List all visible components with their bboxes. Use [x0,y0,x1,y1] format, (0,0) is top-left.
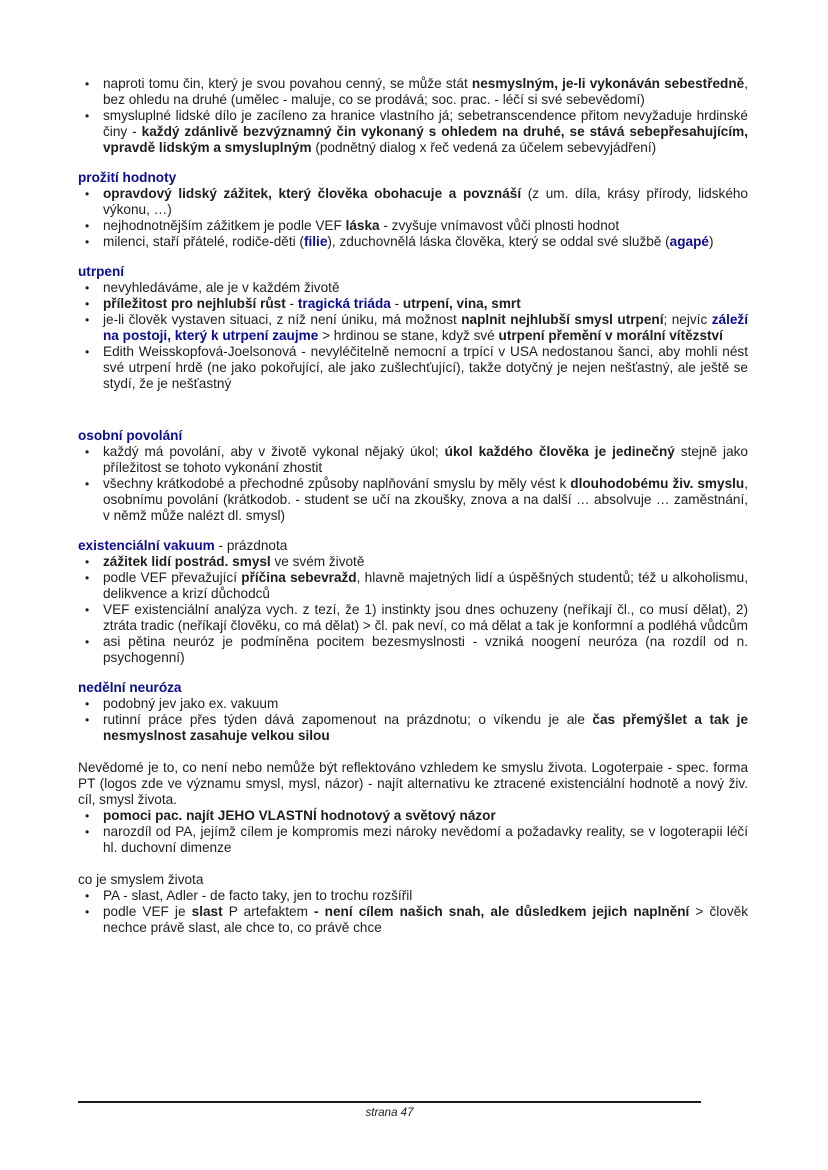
bullet-item [78,824,748,856]
text-run: - není cílem našich snah, ale důsledkem jejich naplnění [314,904,690,919]
bullet-item [78,296,748,312]
bullet-icon: • [85,809,90,823]
bullet-icon: • [85,635,90,649]
bullet-item [78,218,748,234]
text-run: všechny krátkodobé a přechodné způsoby naplňování smyslu by měly vést k [103,476,571,491]
text-run: utrpení přemění v morální vítězství [498,328,723,343]
text-run: zážitek lidí postrád. smysl [103,554,271,569]
bullet-icon: • [85,219,90,233]
text-run: - [390,296,403,311]
text-run: každý zdánlivě bezvýznamný čin vykonaný s ohledem na druhé, se stává sebepřesahujícím, vpravdě lidským a smysluplným [103,124,748,155]
bullet-item [78,808,748,824]
text-run: (podnětný dialog x řeč vedená za účelem sebevyjádření) [311,140,657,155]
text-run: rutinní práce přes týden dává zapomenout na prázdnotu; o víkendu je ale [103,712,593,727]
bullet-text [103,218,748,234]
bullet-icon: • [85,345,90,359]
bullet-item [78,554,748,570]
text-run: ve svém životě [270,554,365,569]
text-run: ; nejvíc [663,312,712,327]
text-run: podle VEF převažující [103,570,242,585]
bullet-icon: • [85,889,90,903]
bullet-item [78,186,748,218]
bullet-text [103,312,748,344]
bullet-item [78,602,748,634]
bullet-icon: • [85,445,90,459]
bullet-item [78,634,748,666]
text-run: podle VEF je [103,904,192,919]
bullet-icon: • [85,713,90,727]
bullet-text [103,888,748,904]
bullet-item [78,280,748,296]
text-run: úkol každého člověka je jedinečný [444,444,675,459]
text-run: láska [345,218,380,233]
bullet-item [78,476,748,524]
text-run: osobní povolání [78,428,183,443]
text-run: podobný jev jako ex. vakuum [103,696,279,711]
bullet-text [103,296,748,312]
text-run: Nevědomé je to, co není nebo nemůže být reflektováno vzhledem ke smyslu života. Logoterpaie - spec. forma PT (logos zde ve významu smysl, mysl, názor) - najít alternativu ke ztracené existenciální hodnotě a nový živ. cíl, smysl života. [78,760,748,807]
bullet-text [103,234,748,250]
bullet-text [103,696,748,712]
bullet-text [103,634,748,666]
text-run: PA - slast, Adler - de facto taky, jen to trochu rozšířil [103,888,413,903]
bullet-text [103,476,748,524]
paragraph [78,760,748,808]
text-run: , hlavně majetných lidí a úspěšných studentů; též u alkoholismu, delikvence a krizí důchodců [103,570,748,601]
text-run: VEF existenciální analýza vych. z tezí, že 1) instinkty jsou dnes ochuzeny (neříkají čl., co musí dělat), 2) ztráta tradic (neříkají člověku, co má dělat) > čl. pak neví, co má dělat a tak je konformní a podléhá vůdcům [103,602,748,633]
text-run: > člověk nechce právě slast, ale chce to, co právě chce [103,904,749,935]
document-content [78,76,748,936]
text-run: - zvyšuje vnímavost vůči plnosti hodnot [379,218,620,233]
text-run: slast [191,904,223,919]
text-run: opravdový lidský zážitek, který člověka obohacuje a povznáší [103,186,522,201]
text-run: , bez ohledu na druhé (umělec - maluje, co se prodává; soc. prac. - léčí si své sebevědomí) [103,76,748,107]
bullet-icon: • [85,187,90,201]
text-run: utrpení, vina, smrt [402,296,521,311]
bullet-text [103,76,748,108]
bullet-item [78,108,748,156]
bullet-text [103,186,748,218]
text-run: ) [708,234,714,249]
text-run: nejhodnotnějším zážitkem je podle VEF [103,218,346,233]
bullet-text [103,444,748,476]
text-run: - [285,296,298,311]
bullet-item [78,904,748,936]
text-run: čas přemýšlet a tak je nesmyslnost zasahuje velkou silou [103,712,748,743]
bullet-icon: • [85,77,90,91]
bullet-text [103,904,748,936]
text-run: Edith Weisskopfová-Joelsonová - nevyléčitelně nemocní a trpící v USA nedostanou šanci, aby mohli nést své utrpení hrdě (ne jako pokořující, ale jako zušlechťující), takže dotyčný je nejen nešťastný, ale ještě se stydí, že je nešťastný [103,344,748,391]
bullet-text [103,108,748,156]
text-run: narozdíl od PA, jejímž cílem je kompromis mezi nároky nevědomí a požadavky reality, se v logoterapii léčí hl. duchovní dimenze [103,824,748,855]
bullet-text [103,824,748,856]
text-run: milenci, staří přátelé, rodiče-děti ( [103,234,304,249]
text-run: záleží na postoji, který k utrpení zaujme [103,312,748,343]
bullet-icon: • [85,281,90,295]
bullet-icon: • [85,555,90,569]
text-run: co je smyslem života [78,872,204,887]
bullet-item [78,712,748,744]
text-run: příležitost pro nejhlubší růst [103,296,286,311]
section-heading [78,264,748,280]
text-run: - prázdnota [214,538,288,553]
text-run: asi pětina neuróz je podmíněna pocitem bezesmyslnosti - vzniká noogení neuróza (na rozdíl od n. psychogenní) [103,634,748,665]
bullet-item [78,234,748,250]
bullet-icon: • [85,571,90,585]
text-run: nesmyslným, je-li vykonáván sebestředně [471,76,745,91]
footer-rule [78,1101,701,1103]
bullet-item [78,888,748,904]
section-heading [78,680,748,696]
text-run: dlouhodobému živ. smyslu [570,476,745,491]
text-run: utrpení [78,264,125,279]
bullet-icon: • [85,477,90,491]
bullet-item [78,344,748,392]
text-run: filie [303,234,328,249]
text-run: existenciální vakuum [78,538,215,553]
bullet-icon: • [85,603,90,617]
text-run: ), zduchovnělá láska člověka, který se oddal své službě ( [327,234,670,249]
bullet-text [103,602,748,634]
bullet-text [103,570,748,602]
text-run: , osobnímu povolání (krátkodob. - student se učí na zkoušky, znova a na další … absolvuje … zaměstnání, v němž může nalézt dl. smysl) [103,476,748,523]
text-run: stejně jako příležitost se tohoto vykonání zhostit [103,444,748,475]
bullet-icon: • [85,313,90,327]
text-run: tragická triáda [297,296,391,311]
text-run: pomoci pac. najít JEHO VLASTNÍ hodnotový a světový názor [103,808,496,823]
text-run: každý má povolání, aby v životě vykonal nějaký úkol; [103,444,445,459]
bullet-item [78,570,748,602]
bullet-icon: • [85,235,90,249]
text-run: naplnit nejhlubší smysl utrpení [461,312,664,327]
page-footer [78,1101,701,1120]
text-run: P artefaktem [222,904,315,919]
bullet-item [78,696,748,712]
bullet-icon: • [85,825,90,839]
page-number: strana 47 [365,1107,414,1119]
bullet-text [103,344,748,392]
bullet-text [103,808,748,824]
section-heading [78,428,748,444]
bullet-icon: • [85,697,90,711]
bullet-item [78,76,748,108]
text-run: (z um. díla, krásy přírody, lidského výkonu, …) [103,186,748,217]
bullet-text [103,554,748,570]
bullet-text [103,280,748,296]
text-run: smysluplné lidské dílo je zacíleno za hranice vlastního já; sebetranscendence přitom nevyžaduje hrdinské činy - [103,108,748,139]
text-run: je-li člověk vystaven situaci, z níž není úniku, má možnost [103,312,462,327]
text-run: naproti tomu čin, který je svou povahou cenný, se může stát [103,76,472,91]
text-run: příčina sebevražd [241,570,357,585]
bullet-item [78,312,748,344]
bullet-item [78,444,748,476]
bullet-text [103,712,748,744]
text-run: nedělní neuróza [78,680,182,695]
section-heading [78,170,748,186]
text-run: agapé [669,234,709,249]
paragraph [78,872,748,888]
text-run: prožití hodnoty [78,170,177,185]
bullet-icon: • [85,109,90,123]
text-run: > hrdinou se stane, když své [318,328,499,343]
bullet-icon: • [85,297,90,311]
text-run: nevyhledáváme, ale je v každém životě [103,280,340,295]
bullet-icon: • [85,905,90,919]
section-heading [78,538,748,554]
